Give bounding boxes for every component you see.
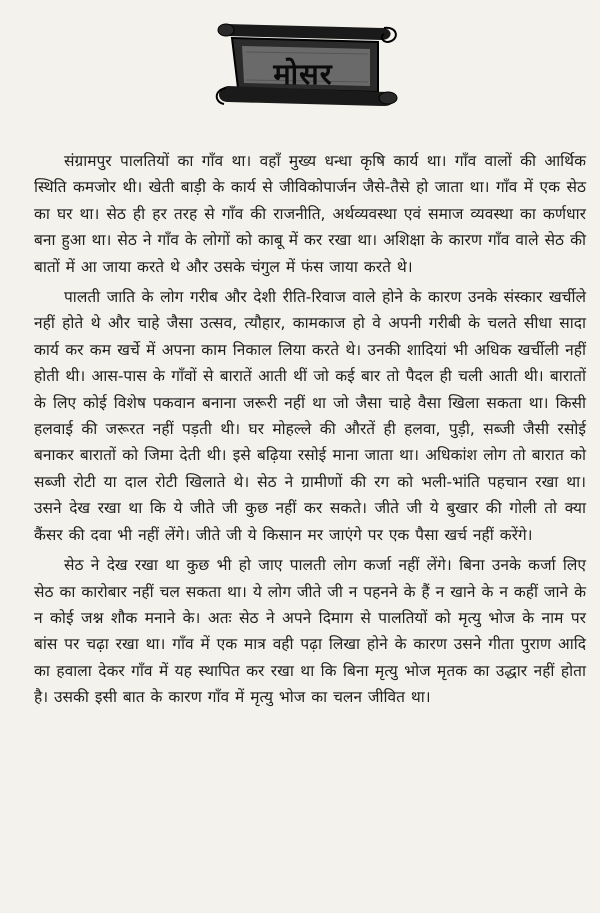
page-title: मोसर [273,57,333,91]
paragraph-3: सेठ ने देख रखा था कुछ भी हो जाए पालती लोग कर्जा नहीं लेंगे। बिना उनके कर्जा लिए सेठ का कारोबार नहीं चल सकता था। ये लोग जीते जी न पहनने के हैं न खाने के न कहीं जाने के न कोई जश्न शौक मनाने के। अतः सेठ ने अपने दिमाग से पालतियों को मृत्यु भोज के नाम पर बांस पर चढ़ा रखा था। गाँव में एक मात्र वही पढ़ा लिखा होने के कारण उसने गीता पुराण आदि का हवाला देकर गाँव में यह स्थापित कर रखा था कि बिना मृत्यु भोज मृतक का उद्धार नहीं होता है। उसकी इसी बात के कारण गाँव में मृत्यु भोज का चलन जीवित था। [34,556,586,707]
story-text [34,148,586,715]
paragraph-2: पालती जाति के लोग गरीब और देशी रीति-रिवाज वाले होने के कारण उनके संस्कार खर्चीले नहीं होते थे और चाहे जैसा उत्सव, त्यौहार, कामकाज हो वे अपनी गरीबी के चलते सीधा सादा कार्य कर कम खर्चे में अपना काम निकाल लिया करते थे। उनकी शादियां भी अधिक खर्चीली नहीं होती थी। आस-पास के गाँवों से बारातें आती थीं जो कई बार तो पैदल ही चली आती थी। बारातों के लिए कोई विशेष पकवान बनाना जरूरी नहीं था जो जैसा चाहे वैसा खिला सकता था। किसी हलवाई की जरूरत नहीं पड़ती थी। घर मोहल्ले की औरतें ही हलवा, पुड़ी, सब्जी जैसी रसोई बनाकर बारातों को जिमा देती थी। इसे बढ़िया रसोई माना जाता था। अधिकांश लोग तो बारात को सब्जी रोटी या दाल रोटी खिलाते थे। सेठ ने ग्रामीणों की रग को भली-भांति पहचान रखा था। उसने देख रखा था कि ये जीते जी कुछ नहीं कर सकते। जीते जी ये बुखार की गोली तो क्या कैंसर की दवा भी नहीं लेंगे। जीते जी ये किसान मर जाएंगे पर एक पैसा खर्च नहीं करेंगे। [34,288,586,544]
title-scroll-banner [212,16,402,108]
paragraph-1: संग्रामपुर पालतियों का गाँव था। वहाँ मुख्य धन्धा कृषि कार्य था। गाँव वालों की आर्थिक स्थिति कमजोर थी। खेती बाड़ी के कार्य से जीविकोपार्जन जैसे-तैसे हो जाता था। गाँव में एक सेठ का घर था। सेठ ही हर तरह से गाँव की राजनीति, अर्थव्यवस्था एवं समाज व्यवस्था का कर्णधार बना हुआ था। सेठ ने गाँव के लोगों को काबू में कर रखा था। अशिक्षा के कारण गाँव वाले सेठ की बातों में आ जाया करते थे और उसके चंगुल में फंस जाया करते थे। [34,152,586,276]
